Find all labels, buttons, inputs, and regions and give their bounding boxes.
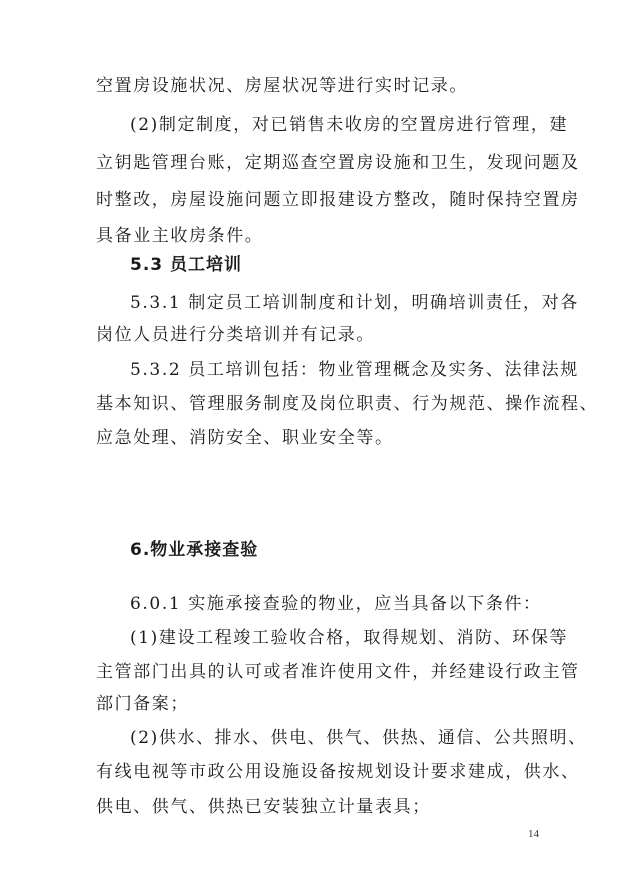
paragraph-line: 5.3.1 制定员工培训制度和计划，明确培训责任，对各: [130, 293, 579, 313]
paragraph-line: (1)建设工程竣工验收合格，取得规划、消防、环保等: [130, 628, 569, 648]
paragraph-line: 时整改，房屋设施问题立即报建设方整改，随时保持空置房: [96, 190, 580, 210]
paragraph-line: 主管部门出具的认可或者准许使用文件，并经建设行政主管: [96, 662, 580, 682]
paragraph-line: 具备业主收房条件。: [96, 226, 264, 246]
paragraph-line: 空置房设施状况、房屋状况等进行实时记录。: [96, 76, 468, 96]
paragraph-line: 部门备案；: [96, 694, 189, 714]
paragraph-line: 应急处理、消防安全、职业安全等。: [96, 428, 394, 448]
paragraph-line: (2)供水、排水、供电、供气、供热、通信、公共照明、: [130, 728, 587, 748]
paragraph-line: 有线电视等市政公用设施设备按规划设计要求建成，供水、: [96, 762, 580, 782]
page-number: 14: [528, 828, 539, 840]
paragraph-line: 立钥匙管理台账，定期巡查空置房设施和卫生，发现问题及: [96, 153, 580, 173]
section-heading-6: 6.物业承接查验: [130, 540, 259, 560]
paragraph-line: 6.0.1 实施承接查验的物业，应当具备以下条件：: [130, 594, 542, 614]
paragraph-line: 岗位人员进行分类培训并有记录。: [96, 325, 375, 345]
paragraph-line: 5.3.2 员工培训包括：物业管理概念及实务、法律法规: [130, 360, 579, 380]
paragraph-line: 供电、供气、供热已安装独立计量表具；: [96, 797, 431, 817]
paragraph-line: 基本知识、管理服务制度及岗位职责、行为规范、操作流程、: [96, 394, 599, 414]
paragraph-line: (2)制定制度，对已销售未收房的空置房进行管理，建: [130, 115, 569, 135]
section-heading-5-3: 5.3 员工培训: [130, 255, 243, 275]
